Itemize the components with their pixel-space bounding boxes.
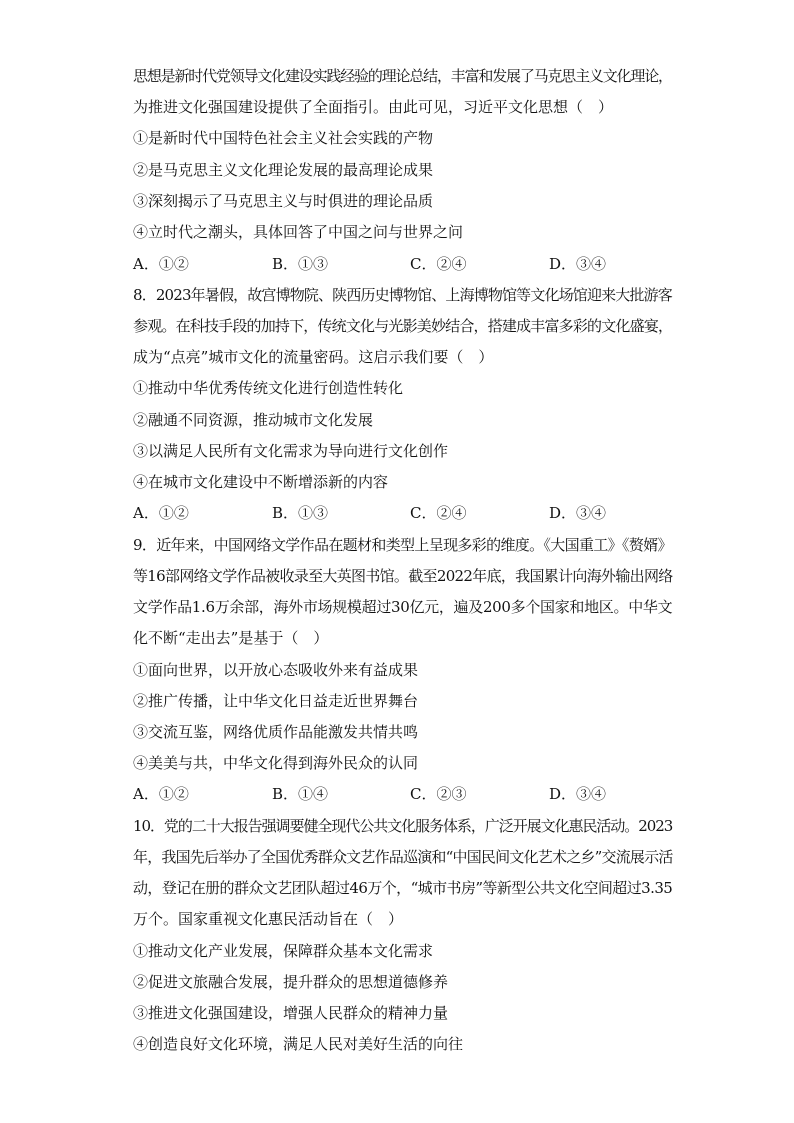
q10-statement: ③推进文化强国建设，增强人民群众的精神力量 [133,1004,449,1022]
q7-statement: ③深刻揭示了马克思主义与时俱进的理论品质 [133,192,434,210]
q7-statement: ①是新时代中国特色社会主义社会实践的产物 [133,129,434,147]
q10-statement: ②促进文旅融合发展，提升群众的思想道德修养 [133,973,449,991]
q10-statement: ①推动文化产业发展，保障群众基本文化需求 [133,942,434,960]
q9-stem-line: 化不断“走出去”是基于（ ） [133,629,329,647]
q8-stem-line: 8．2023年暑假，故宫博物院、陕西历史博物馆、上海博物馆等文化场馆迎来大批游客 [133,286,672,304]
q7-statement: ②是马克思主义文化理论发展的最高理论成果 [133,161,434,179]
q7-option-c[interactable]: C．②④ [410,255,467,273]
q8-option-c[interactable]: C．②④ [410,504,467,522]
q7-option-d[interactable]: D．③④ [549,255,607,273]
q10-statement: ④创造良好文化环境，满足人民对美好生活的向往 [133,1035,464,1053]
q7-stem-line: 思想是新时代党领导文化建设实践经验的理论总结，丰富和发展了马克思主义文化理论， [133,67,672,85]
q8-stem-line: 参观。在科技手段的加持下，传统文化与光影美妙结合，搭建成丰富多彩的文化盛宴， [133,317,673,335]
q7-option-a[interactable]: A．①② [133,255,189,273]
q9-option-b[interactable]: B．①④ [272,785,329,803]
q10-stem-line: 动，登记在册的群众文艺团队超过46万个，“城市书房”等新型公共文化空间超过3.35 [133,879,673,897]
q10-stem-line: 10．党的二十大报告强调要健全现代公共文化服务体系，广泛开展文化惠民活动。2023 [133,817,673,835]
q9-statement: ①面向世界，以开放心态吸收外来有益成果 [133,661,419,679]
q8-statement: ③以满足人民所有文化需求为导向进行文化创作 [133,442,449,460]
q9-stem-line: 等16部网络文学作品被收录至大英图书馆。截至2022年底，我国累计向海外输出网络 [133,567,673,585]
q7-option-b[interactable]: B．①③ [272,255,329,273]
q8-option-b[interactable]: B．①③ [272,504,329,522]
q9-option-a[interactable]: A．①② [133,785,189,803]
q8-statement: ④在城市文化建设中不断增添新的内容 [133,473,389,491]
q9-option-d[interactable]: D．③④ [549,785,607,803]
q10-stem-line: 年，我国先后举办了全国优秀群众文艺作品巡演和“中国民间文化艺术之乡”交流展示活 [133,848,673,866]
q9-stem-line: 9．近年来，中国网络文学作品在题材和类型上呈现多彩的维度。《大国重工》《赘婿》 [133,536,672,554]
q7-stem-line: 为推进文化强国建设提供了全面指引。由此可见，习近平文化思想（ ） [133,98,614,116]
q8-statement: ①推动中华优秀传统文化进行创造性转化 [133,379,404,397]
q10-stem-line: 万个。国家重视文化惠民活动旨在（ ） [133,910,404,928]
q9-statement: ④美美与共，中华文化得到海外民众的认同 [133,754,419,772]
q8-option-d[interactable]: D．③④ [549,504,607,522]
q9-stem-line: 文学作品1.6万余部，海外市场规模超过30亿元，遍及200多个国家和地区。中华文 [133,598,673,616]
q8-option-a[interactable]: A．①② [133,504,189,522]
q9-statement: ②推广传播，让中华文化日益走近世界舞台 [133,692,419,710]
q8-statement: ②融通不同资源，推动城市文化发展 [133,411,374,429]
q8-stem-line: 成为“点亮”城市文化的流量密码。这启示我们要（ ） [133,348,494,366]
q7-statement: ④立时代之潮头，具体回答了中国之问与世界之问 [133,223,464,241]
q9-statement: ③交流互鉴，网络优质作品能激发共情共鸣 [133,723,419,741]
q9-option-c[interactable]: C．②③ [410,785,467,803]
